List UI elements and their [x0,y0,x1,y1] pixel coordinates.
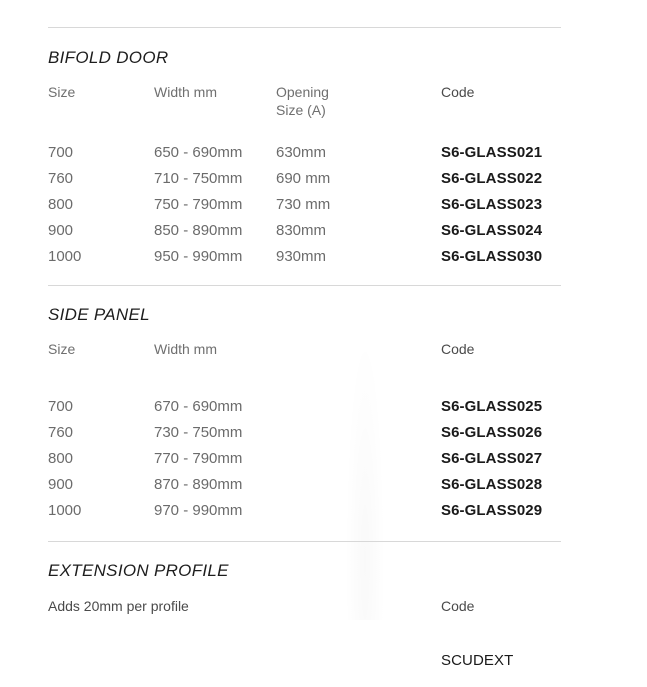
cell-opening: 830mm [276,222,327,239]
cell-code: S6-GLASS028 [441,476,543,493]
cell-width: 950 - 990mm [154,248,243,265]
cell-code: S6-GLASS021 [441,144,543,161]
column-header-width: Width mm [154,341,217,357]
cell-width: 770 - 790mm [154,450,243,467]
cell-width: 730 - 750mm [154,424,243,441]
table-row [48,651,561,671]
cell-code: S6-GLASS022 [441,170,543,187]
cell-code: S6-GLASS029 [441,502,543,519]
table-row [48,446,561,472]
table-row [48,472,561,498]
column-header-code: Code [441,598,475,614]
cell-width: 670 - 690mm [154,398,243,415]
column-header-code: Code [441,84,475,100]
column-header-opening [276,83,441,119]
cell-width: 850 - 890mm [154,222,243,239]
column-header-width: Width mm [154,84,217,100]
table-row [48,166,561,192]
cell-code: S6-GLASS023 [441,196,543,213]
cell-code: SCUDEXT [441,652,514,669]
table-row [48,420,561,446]
table-header-row [48,597,561,616]
bifold-door-table [48,83,561,270]
cell-code: S6-GLASS027 [441,450,543,467]
cell-code: S6-GLASS024 [441,222,543,239]
cell-code: S6-GLASS026 [441,424,543,441]
cell-opening: 930mm [276,248,327,265]
cell-size: 900 [48,476,74,493]
cell-code: S6-GLASS030 [441,248,543,265]
cell-width: 710 - 750mm [154,170,243,187]
table-row [48,218,561,244]
table-row [48,140,561,166]
spec-content [48,0,561,671]
cell-opening: 730 mm [276,196,331,213]
cell-width: 870 - 890mm [154,476,243,493]
table-header-row [48,340,561,358]
section-title-extension-profile: EXTENSION PROFILE [48,561,229,580]
cell-size: 800 [48,450,74,467]
extension-profile-note: Adds 20mm per profile [48,598,189,614]
table-row [48,192,561,218]
section-title-bifold-door: BIFOLD DOOR [48,48,169,67]
table-row [48,498,561,524]
table-row [48,244,561,270]
cell-size: 1000 [48,248,82,265]
section-title-side-panel: SIDE PANEL [48,305,150,324]
cell-width: 650 - 690mm [154,144,243,161]
cell-size: 1000 [48,502,82,519]
cell-size: 760 [48,170,74,187]
column-header-size: Size [48,341,76,357]
cell-code: S6-GLASS025 [441,398,543,415]
spacer-row [48,119,561,140]
extension-profile-table [48,597,561,671]
cell-size: 900 [48,222,74,239]
cell-width: 970 - 990mm [154,502,243,519]
cell-width: 750 - 790mm [154,196,243,213]
table-header-row [48,83,561,119]
column-header-size: Size [48,84,76,100]
cell-size: 700 [48,144,74,161]
column-header-code: Code [441,341,475,357]
column-header-opening-line2: Size (A) [276,102,326,118]
cell-opening: 690 mm [276,170,331,187]
table-row [48,394,561,420]
cell-opening: 630mm [276,144,327,161]
cell-size: 700 [48,398,74,415]
cell-size: 760 [48,424,74,441]
side-panel-table [48,340,561,524]
spacer-row [48,358,561,394]
cell-size: 800 [48,196,74,213]
spacer-row [48,616,561,651]
column-header-opening-line1: Opening [276,84,329,100]
